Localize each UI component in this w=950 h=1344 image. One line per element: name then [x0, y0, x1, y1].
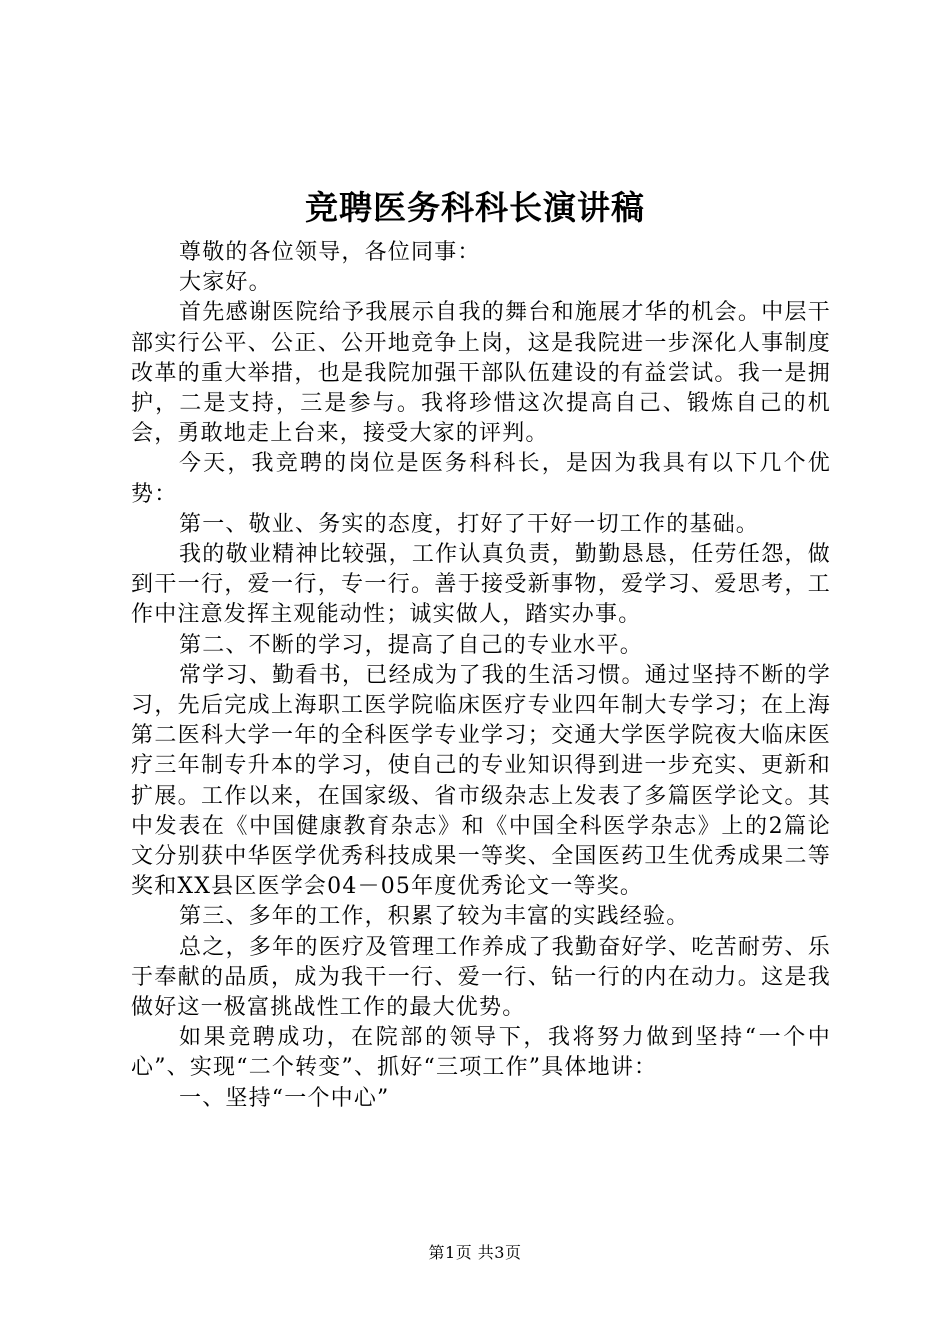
page-footer: 第1页 共3页: [428, 1243, 522, 1262]
paragraph-salutation: 尊敬的各位领导，各位同事：: [179, 240, 481, 265]
paragraph-advantage-2-body: 常学习、勤看书，已经成为了我的生活习惯。通过坚持不断的学习，先后完成上海职工医学院临床医疗专业四年制大专学习；在上海第二医科大学一年的全科医学专业学习；交通大学医学院夜大临床医疗三年制专升本的学习，使自己的专业知识得到进一步充实、更新和扩展。工作以来，在国家级、省市级杂志上发表了多篇医学论文。其中发表在《中国健康教育杂志》和《中国全科医学杂志》上的2篇论文分别获中华医学优秀科技成果一等奖、全国医药卫生优秀成果二等奖和XX县区医学会04－05年度优秀论文一等奖。: [131, 662, 831, 900]
paragraph-summary: 总之，多年的医疗及管理工作养成了我勤奋好学、吃苦耐劳、乐于奉献的品质，成为我干一行、爱一行、钻一行的内在动力。这是我做好这一极富挑战性工作的最大优势。: [131, 934, 831, 1021]
paragraph-section-1-heading: 一、坚持“一个中心”: [179, 1085, 390, 1111]
paragraph-advantage-3-heading: 第三、多年的工作，积累了较为丰富的实践经验。: [179, 904, 690, 930]
paragraph-greeting: 大家好。: [179, 270, 272, 296]
paragraph-advantage-1-body: 我的敬业精神比较强，工作认真负责，勤勤恳恳，任劳任怨，做到干一行，爱一行，专一行。善于接受新事物，爱学习、爱思考，工作中注意发挥主观能动性；诚实做人，踏实办事。: [131, 542, 831, 628]
paragraph-plan: 如果竞聘成功，在院部的领导下，我将努力做到坚持“一个中心”、实现“二个转变”、抓好“三项工作”具体地讲：: [131, 1025, 831, 1081]
document-title: 竞聘医务科科长演讲稿: [305, 188, 645, 227]
paragraph-intro: 首先感谢医院给予我展示自我的舞台和施展才华的机会。中层干部实行公平、公正、公开地竞争上岗，这是我院进一步深化人事制度改革的重大举措，也是我院加强干部队伍建设的有益尝试。我一是拥护，二是支持，三是参与。我将珍惜这次提高自己、锻炼自己的机会，勇敢地走上台来，接受大家的评判。: [131, 300, 831, 447]
document-body: [131, 238, 831, 1114]
paragraph-advantage-1-heading: 第一、敬业、务实的态度，打好了干好一切工作的基础。: [179, 511, 760, 537]
paragraph-advantage-2-heading: 第二、不断的学习，提高了自己的专业水平。: [179, 632, 644, 658]
paragraph-position: 今天，我竞聘的岗位是医务科科长，是因为我具有以下几个优势：: [131, 451, 831, 507]
